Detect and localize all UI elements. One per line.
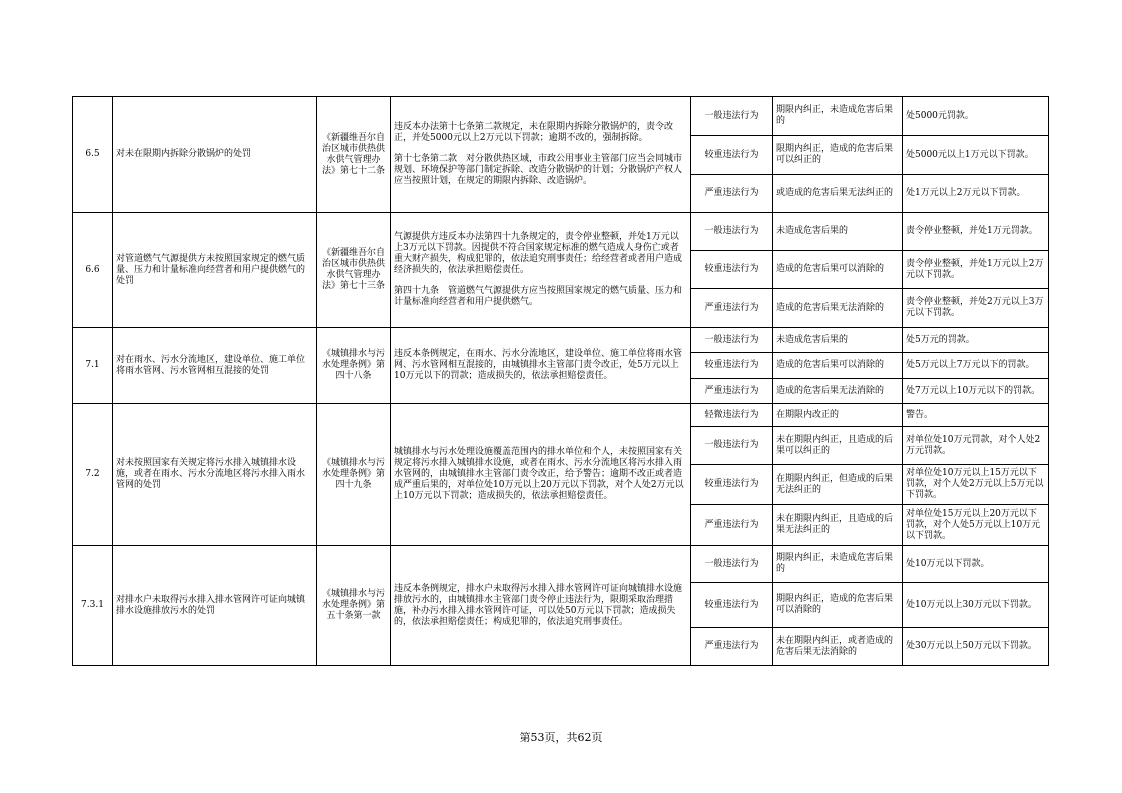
item-number: 6.6: [73, 213, 113, 328]
violation-condition: 期限内纠正，未造成危害后果的: [773, 546, 903, 583]
violation-description: [391, 97, 691, 213]
violation-level: 轻微违法行为: [691, 404, 773, 427]
violation-level: 一般违法行为: [691, 546, 773, 583]
item-number: 6.5: [73, 97, 113, 213]
penalty-standard: 处10万元以上30万元以下罚款。: [903, 583, 1049, 628]
violation-condition: 或造成的危害后果无法纠正的: [773, 175, 903, 213]
violation-description: [391, 213, 691, 328]
penalty-standard: 处5000元以上1万元以下罚款。: [903, 136, 1049, 175]
violation-level: 较重违法行为: [691, 136, 773, 175]
item-name: 对未按照国家有关规定将污水排入城镇排水设施，或者在雨水、污水分流地区将污水排入雨水管网的处罚: [113, 404, 317, 546]
violation-level: 较重违法行为: [691, 353, 773, 379]
penalty-standard: 处10万元以下罚款。: [903, 546, 1049, 583]
violation-description: [391, 546, 691, 666]
penalty-standard: 处5万元的罚款。: [903, 328, 1049, 353]
item-name: 对在雨水、污水分流地区，建设单位、施工单位将雨水管网、污水管网相互混接的处罚: [113, 328, 317, 404]
violation-condition: 期限内纠正，未造成危害后果的: [773, 97, 903, 136]
violation-level: 较重违法行为: [691, 251, 773, 289]
violation-condition: 未在期限内纠正，且造成的后果无法纠正的: [773, 505, 903, 546]
violation-level: 较重违法行为: [691, 465, 773, 505]
description-paragraph: 第四十九条 管道燃气气源提供方应当按照国家规定的燃气质量、压力和计量标准向经营者和用户提供燃气。: [394, 286, 683, 307]
penalty-standard: 警告。: [903, 404, 1049, 427]
penalty-standard: 处30万元以上50万元以下罚款。: [903, 628, 1049, 666]
page-number: 第53页，共62页: [519, 731, 603, 744]
description-paragraph: 违反本条例规定，在雨水、污水分流地区，建设单位、施工单位将雨水管网、污水管网相互混接的，由城镇排水主管部门责令改正，处5万元以上10万元以下的罚款；造成损失的，依法承担赔偿责任。: [394, 349, 683, 381]
violation-level: 严重违法行为: [691, 175, 773, 213]
violation-condition: 未在期限内纠正，且造成的后果可以纠正的: [773, 427, 903, 465]
violation-level: 一般违法行为: [691, 213, 773, 251]
violation-condition: 造成的危害后果可以消除的: [773, 251, 903, 289]
table-row: [73, 97, 1049, 136]
violation-level: 一般违法行为: [691, 328, 773, 353]
item-number: 7.2: [73, 404, 113, 546]
table-row: [73, 404, 1049, 427]
violation-condition: 造成的危害后果无法消除的: [773, 379, 903, 404]
violation-description: [391, 328, 691, 404]
table-row: [73, 328, 1049, 353]
penalty-standard: 对单位处15万元以上20万元以下罚款，对个人处5万元以上10万元以下罚款。: [903, 505, 1049, 546]
violation-condition: 造成的危害后果无法消除的: [773, 289, 903, 328]
description-paragraph: 第十七条第二款 对分散供热区域，市政公用事业主管部门应当会同城市规划、环境保护等部门制定拆除、改造分散锅炉的计划；分散锅炉产权人应当按照计划，在规定的期限内拆除、改造锅炉。: [394, 154, 683, 186]
violation-condition: 在期限内改正的: [773, 404, 903, 427]
penalty-standards-table: [72, 96, 1049, 666]
violation-level: 严重违法行为: [691, 628, 773, 666]
description-paragraph: 违反本条例规定，排水户未取得污水排入排水管网许可证向城镇排水设施排放污水的，由城镇排水主管部门责令停止违法行为，限期采取治理措施，补办污水排入排水管网许可证，可以处50万元以下罚款；造成损失的，依法承担赔偿责任；构成犯罪的，依法追究刑事责任。: [394, 583, 683, 627]
violation-condition: 未在期限内纠正，或者造成的危害后果无法消除的: [773, 628, 903, 666]
violation-condition: 在期限内纠正，但造成的后果无法纠正的: [773, 465, 903, 505]
violation-condition: 未造成危害后果的: [773, 328, 903, 353]
legal-basis: 《城镇排水与污水处理条例》第四十八条: [317, 328, 391, 404]
item-name: 对管道燃气气源提供方未按照国家规定的燃气质量、压力和计量标准向经营者和用户提供燃气的处罚: [113, 213, 317, 328]
description-paragraph: 城镇排水与污水处理设施覆盖范围内的排水单位和个人，未按照国家有关规定将污水排入城镇排水设施，或者在雨水、污水分流地区将污水排入雨水管网的，由城镇排水主管部门责令改正，给予警告；逾期不改正或者造成严重后果的，对单位处10万元以上20万元以下罚款，对个人处2万元以上10万元以下罚款；造成损失的，依法承担赔偿责任。: [394, 447, 684, 501]
penalty-standard: 责令停业整顿，并处2万元以上3万元以下罚款。: [903, 289, 1049, 328]
penalty-standard: 处1万元以上2万元以下罚款。: [903, 175, 1049, 213]
penalty-standard: 责令停业整顿，并处1万元以上2万元以下罚款。: [903, 251, 1049, 289]
legal-basis: 《新疆维吾尔自治区城市供热供水供气管理办法》第七十二条: [317, 97, 391, 213]
legal-basis: 《新疆维吾尔自治区城市供热供水供气管理办法》第七十三条: [317, 213, 391, 328]
item-name: 对未在限期内拆除分散锅炉的处罚: [113, 97, 317, 213]
violation-condition: 造成的危害后果可以消除的: [773, 353, 903, 379]
violation-condition: 限期内纠正，造成的危害后果可以纠正的: [773, 136, 903, 175]
violation-level: 一般违法行为: [691, 427, 773, 465]
item-number: 7.3.1: [73, 546, 113, 666]
penalty-standard: 处7万元以上10万元以下的罚款。: [903, 379, 1049, 404]
table-row: [73, 546, 1049, 583]
violation-level: 较重违法行为: [691, 583, 773, 628]
table-row: [73, 213, 1049, 251]
penalty-standard: 处5000元罚款。: [903, 97, 1049, 136]
penalty-standard: 对单位处10万元罚款，对个人处2万元罚款。: [903, 427, 1049, 465]
violation-condition: 未造成危害后果的: [773, 213, 903, 251]
description-paragraph: 气源提供方违反本办法第四十九条规定的，责令停业整顿，并处1万元以上3万元以下罚款。因提供不符合国家规定标准的燃气造成人身伤亡或者重大财产损失，构成犯罪的，依法追究刑事责任；给经营者或者用户造成经济损失的，依法承担赔偿责任。: [394, 232, 683, 275]
penalty-standard: 处5万元以上7万元以下的罚款。: [903, 353, 1049, 379]
legal-basis: 《城镇排水与污水处理条例》第五十条第一款: [317, 546, 391, 666]
legal-basis: 《城镇排水与污水处理条例》第四十九条: [317, 404, 391, 546]
penalty-standard: 责令停业整顿，并处1万元罚款。: [903, 213, 1049, 251]
violation-level: 严重违法行为: [691, 379, 773, 404]
violation-level: 严重违法行为: [691, 289, 773, 328]
item-name: 对排水户未取得污水排入排水管网许可证向城镇排水设施排放污水的处罚: [113, 546, 317, 666]
description-paragraph: 违反本办法第十七条第二款规定，未在限期内拆除分散锅炉的，责令改正，并处5000元以上2万元以下罚款；逾期不改的，强制拆除。: [394, 122, 674, 143]
violation-description: [391, 404, 691, 546]
violation-condition: 期限内纠正，造成的危害后果可以消除的: [773, 583, 903, 628]
violation-level: 严重违法行为: [691, 505, 773, 546]
item-number: 7.1: [73, 328, 113, 404]
penalty-standard: 对单位处10万元以上15万元以下罚款，对个人处2万元以上5万元以下罚款。: [903, 465, 1049, 505]
violation-level: 一般违法行为: [691, 97, 773, 136]
